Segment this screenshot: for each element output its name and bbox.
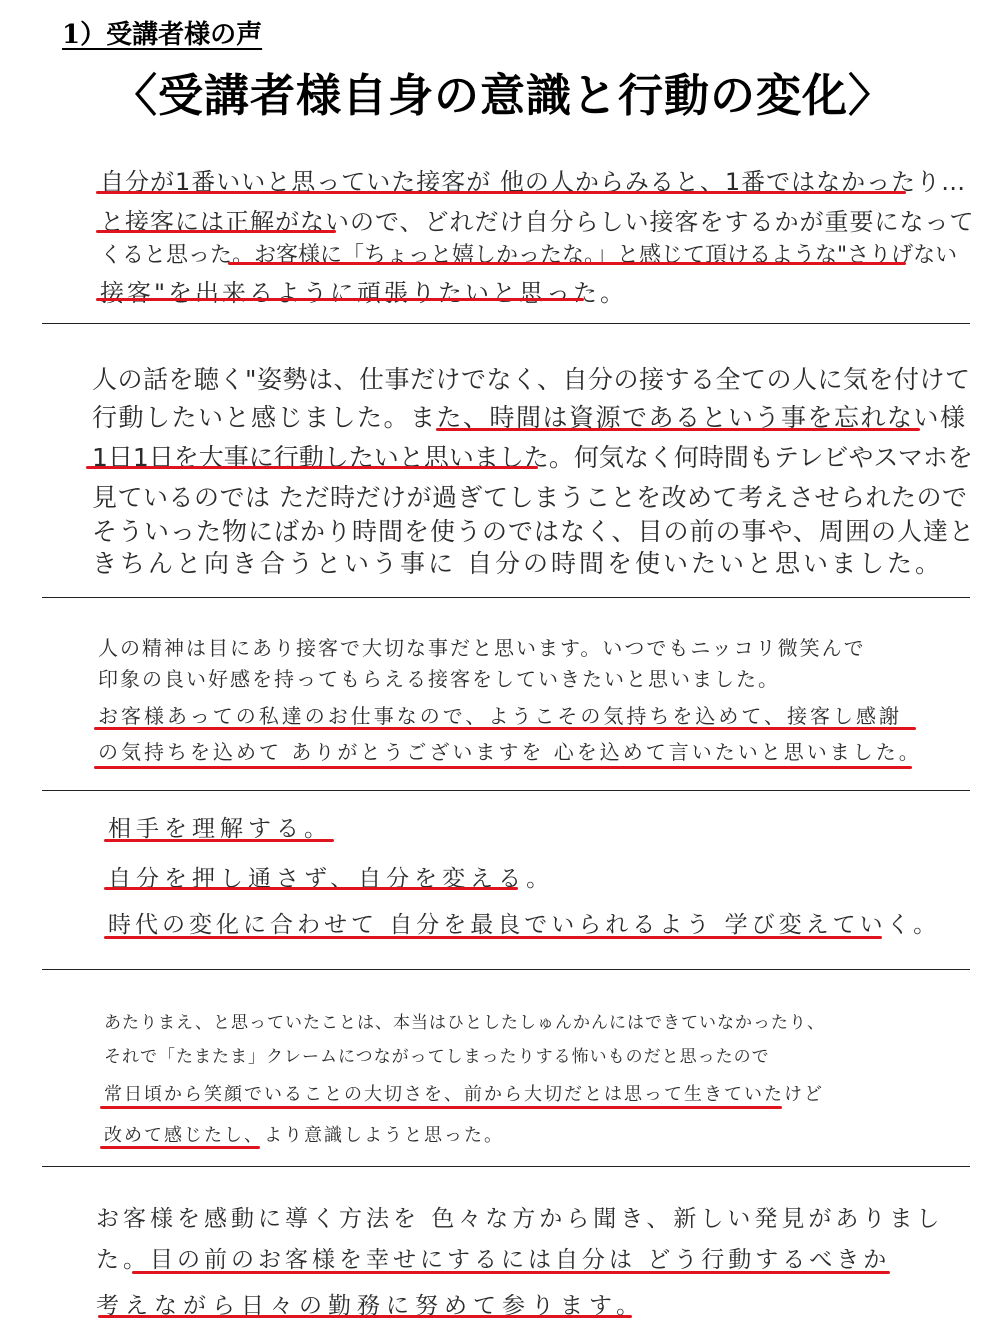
comment-line: と接客には正解がないので、どれだけ自分らしい接客をするかが重要になって [100, 208, 975, 236]
comment-line: 相手を理解する。 [108, 816, 332, 842]
section-divider [42, 597, 970, 598]
comment-line: 行動したいと感じました。また、時間は資源であるという事を忘れない様 [92, 403, 967, 432]
section-divider [42, 790, 970, 791]
highlight-underline [100, 1146, 260, 1149]
highlight-underline [436, 428, 920, 431]
section-divider [42, 1166, 970, 1167]
comment-line: 印象の良い好感を持ってもらえる接客をしていきたいと思いました。 [98, 667, 780, 691]
comment-line: 見ているのでは ただ時だけが過ぎてしまうことを改めて考えさせられたので [92, 483, 968, 512]
comment-line: の気持ちを込めて ありがとうございますを 心を込めて言いたいと思いました。 [98, 740, 922, 764]
section-heading: 1）受講者様の声 [62, 20, 263, 50]
section-divider [42, 323, 970, 324]
comment-line: 接客"を出来るように頑張りたいと思った。 [100, 279, 628, 307]
highlight-underline [96, 230, 336, 233]
comment-line: 時代の変化に合わせて 自分を最良でいられるよう 学び変えていく。 [108, 912, 941, 938]
highlight-underline [86, 466, 538, 469]
highlight-underline [104, 839, 334, 842]
comment-line: きちんと向き合うという事に 自分の時間を使いたいと思いました。 [92, 549, 943, 578]
highlight-underline [228, 262, 906, 265]
highlight-underline [132, 1271, 890, 1274]
comment-line: 改めて感じたし、より意識しようと思った。 [104, 1125, 504, 1146]
comment-line: くると思った。お客様に「ちょっと嬉しかったな。」と感じて頂けるような"さりげない [100, 243, 958, 268]
section-divider [42, 969, 970, 970]
highlight-underline [94, 727, 916, 730]
highlight-underline [94, 766, 912, 769]
highlight-underline [104, 936, 882, 939]
comment-line: それで「たまたま」クレームにつながってしまったりする怖いものだと思ったので [104, 1047, 770, 1067]
comment-line: お客様あっての私達のお仕事なので、ようこその気持ちを込めて、接客し感謝 [98, 704, 902, 728]
comment-line: あたりまえ、と思っていたことは、本当はひとしたしゅんかんにはできていなかったり、 [104, 1013, 826, 1033]
comment-line: 考えながら日々の勤務に努めて参ります。 [96, 1293, 646, 1319]
highlight-underline [100, 1106, 782, 1109]
comment-line: お客様を感動に導く方法を 色々な方から聞き、新しい発見がありまし [96, 1206, 944, 1232]
page-title: 〈受講者様自身の意識と行動の変化〉 [111, 69, 894, 122]
comment-line: 人の話を聴く"姿勢は、仕事だけでなく、自分の接する全ての人に気を付けて [92, 365, 971, 394]
comment-line: 常日頃から笑顔でいることの大切さを、前から大切だとは思って生きていたけど [104, 1084, 824, 1105]
comment-line: 自分を押し通さず、自分を変える。 [108, 866, 555, 892]
highlight-underline [96, 298, 584, 301]
comment-line: そういった物にばかり時間を使うのではなく、目の前の事や、周囲の人達と [92, 517, 976, 546]
comment-line: 人の精神は目にあり接客で大切な事だと思います。いつでもニッコリ微笑んで [98, 636, 866, 660]
highlight-underline [98, 1315, 632, 1318]
comment-line: 自分が1番いいと思っていた接客が 他の人からみると、1番ではなかったり… [100, 168, 967, 196]
comment-line: た。目の前のお客様を幸せにするには自分は どう行動するべきか [96, 1247, 891, 1273]
highlight-underline [104, 887, 518, 890]
comment-line: 1日1日を大事に行動したいと思いました。何気なく何時間もテレビやスマホを [92, 443, 973, 472]
highlight-underline [96, 191, 906, 194]
